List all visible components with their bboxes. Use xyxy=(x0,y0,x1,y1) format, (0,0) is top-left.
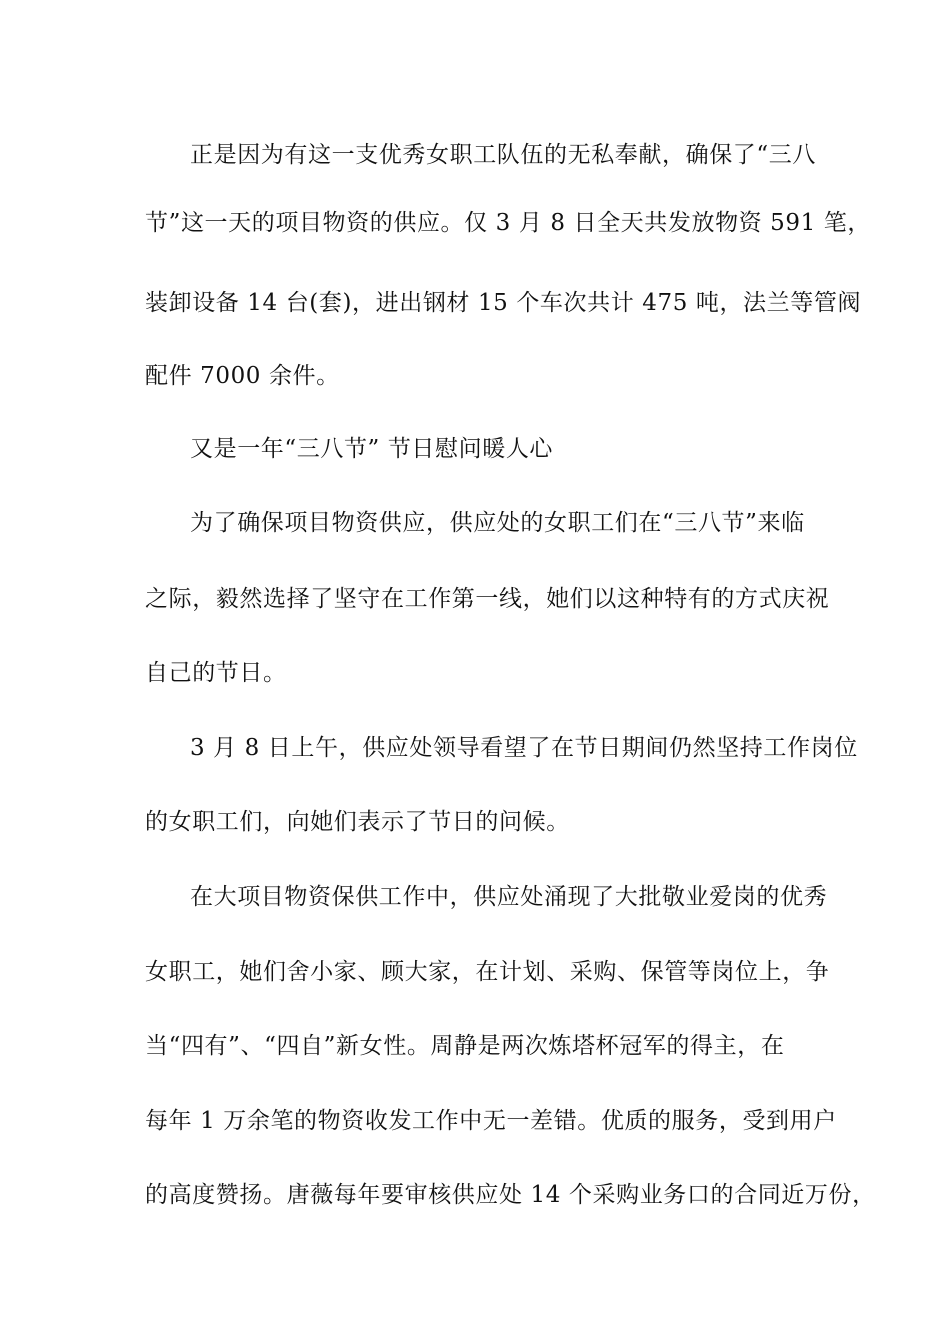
paragraph-line: 正是因为有这一支优秀女职工队伍的无私奉献，确保了“三八 xyxy=(190,142,816,168)
paragraph-line: 在大项目物资保供工作中，供应处涌现了大批敬业爱岗的优秀 xyxy=(190,884,828,910)
paragraph-line: 之际，毅然选择了坚守在工作第一线，她们以这种特有的方式庆祝 xyxy=(145,586,830,612)
section-heading: 又是一年“三八节” 节日慰问暖人心 xyxy=(190,436,554,462)
paragraph-line: 的高度赞扬。唐薇每年要审核供应处 14 个采购业务口的合同近万份， xyxy=(145,1182,876,1208)
paragraph-line: 的女职工们，向她们表示了节日的问候。 xyxy=(145,809,570,835)
paragraph-line: 为了确保项目物资供应，供应处的女职工们在“三八节”来临 xyxy=(190,510,805,536)
paragraph-line: 装卸设备 14 台(套)，进出钢材 15 个车次共计 475 吨，法兰等管阀 xyxy=(145,290,862,316)
paragraph-line: 节”这一天的项目物资的供应。仅 3 月 8 日全天共发放物资 591 笔， xyxy=(145,210,871,236)
paragraph-line: 每年 1 万余笔的物资收发工作中无一差错。优质的服务，受到用户 xyxy=(145,1108,837,1134)
paragraph-line: 自己的节日。 xyxy=(145,660,287,686)
paragraph-line: 配件 7000 余件。 xyxy=(145,363,340,389)
paragraph-line: 当“四有”、“四自”新女性。周静是两次炼塔杯冠军的得主，在 xyxy=(145,1033,785,1059)
paragraph-line: 3 月 8 日上午，供应处领导看望了在节日期间仍然坚持工作岗位 xyxy=(190,735,858,761)
paragraph-line: 女职工，她们舍小家、顾大家，在计划、采购、保管等岗位上，争 xyxy=(145,959,830,985)
